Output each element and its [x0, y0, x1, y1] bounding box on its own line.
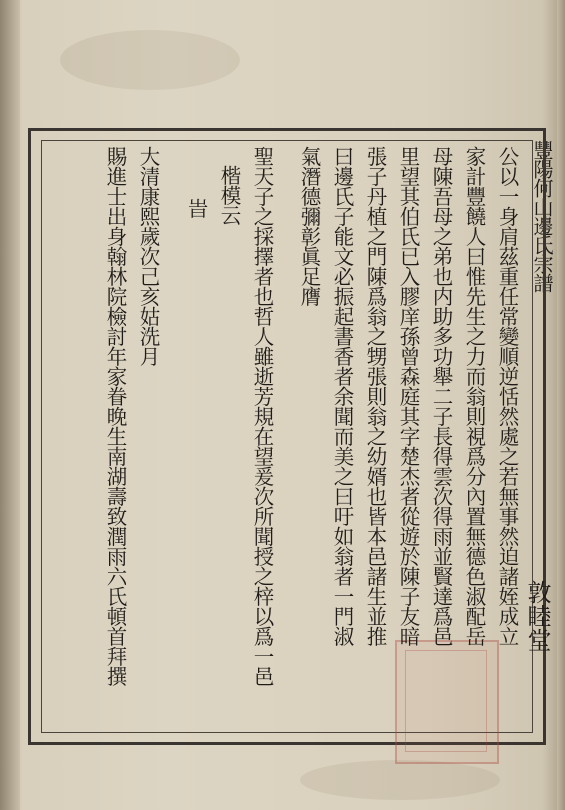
text-column: 旹 — [184, 198, 208, 218]
text-column: 張子丹植之門陳爲翁之甥張則翁之幼婿也皆本邑諸生並推 — [363, 146, 387, 646]
page-title: 豐陽何山邊氏宗譜 — [530, 140, 554, 292]
text-column: 氣潛德彌彰眞足膺 — [297, 146, 321, 306]
hall-name: 敦睦堂 — [523, 580, 551, 652]
text-column: 大清康熙歲次己亥姑洗月 — [136, 146, 160, 366]
page-edge — [557, 0, 565, 810]
text-column: 母陳吾母之弟也内助多功舉二子長得雲次得雨並賢達爲邑 — [429, 146, 453, 646]
text-column: 公以一身肩茲重任常變順逆恬然處之若無事然迫諸姪成立 — [495, 146, 519, 646]
text-column: 家計豐饒人曰惟先生之力而翁則視爲分內置無德色淑配岳 — [462, 146, 486, 646]
text-column: 里望其伯氏已入膠庠孫曾森庭其字楚杰者從遊於陳子友暗 — [396, 146, 420, 646]
text-column: 賜進士出身翰林院檢討年家眷晚生南湖壽致潤雨六氏頓首拜撰 — [103, 146, 127, 686]
text-column: 聖天子之採擇者也哲人雖逝芳規在望爰次所聞授之梓以爲一邑 — [250, 146, 274, 686]
paper-stain — [60, 30, 240, 90]
text-column: 曰邊氏子能文必振起書香者余聞而美之曰吁如翁者一門淑 — [330, 146, 354, 646]
red-seal-stamp-inner — [405, 650, 487, 752]
paper-stain — [300, 760, 500, 800]
page-fold — [0, 0, 20, 810]
text-column: 楷模云 — [217, 165, 241, 225]
